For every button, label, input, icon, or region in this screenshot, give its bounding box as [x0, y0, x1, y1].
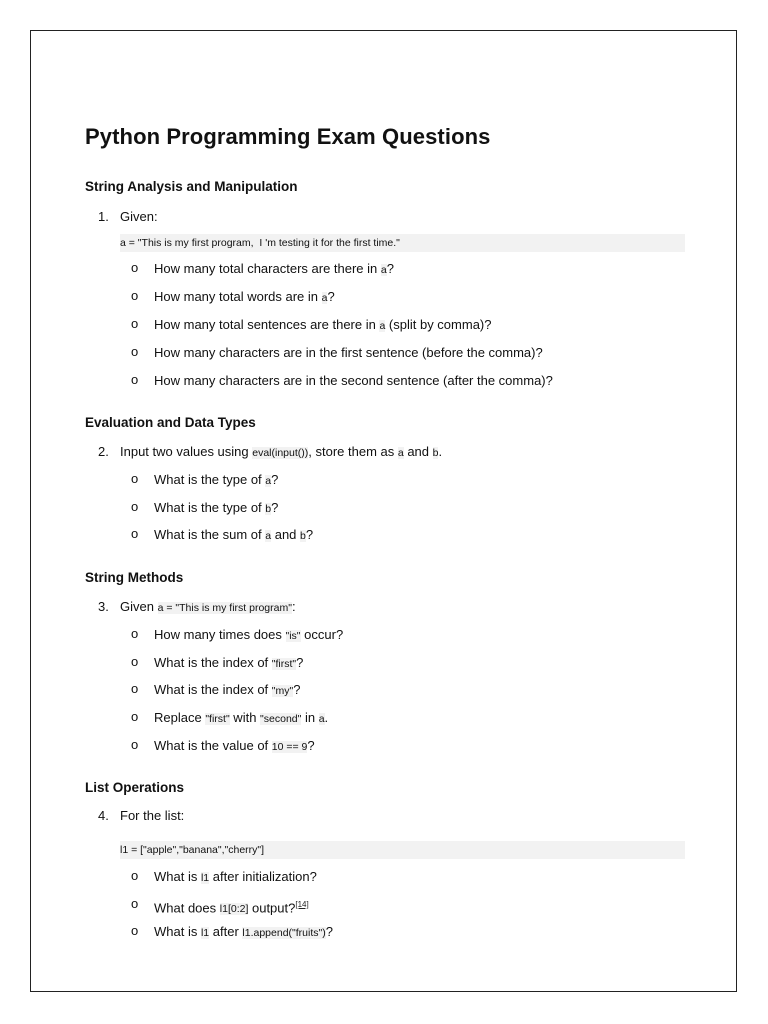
bullet-icon: o — [131, 288, 139, 303]
bullet-icon: o — [131, 471, 139, 486]
list-item: o What is the type of a? — [131, 471, 279, 487]
bullet-icon: o — [131, 868, 139, 883]
bullet-icon: o — [131, 709, 139, 724]
section-string-methods — [85, 569, 685, 587]
list-item: o How many characters are in the second sentence (after the comma)? — [131, 372, 553, 388]
section-string-analysis — [85, 178, 685, 196]
question-1 — [85, 208, 685, 226]
list-item: o What is the type of b? — [131, 499, 279, 515]
document-title: Python Programming Exam Questions — [85, 124, 491, 149]
list-item: o How many total sentences are there in a (split by comma)? — [131, 316, 492, 332]
question-3: 3. Given a = "This is my first program": — [98, 599, 296, 614]
question-number: 2. — [98, 444, 109, 459]
section-heading: String Methods — [85, 570, 184, 585]
bullet-icon: o — [131, 499, 139, 514]
list-item: o How many characters are in the first sentence (before the comma)? — [131, 344, 543, 360]
question-2: 2. Input two values using eval(input()), store them as a and b. — [98, 444, 443, 459]
list-item: o How many total words are in a? — [131, 288, 335, 304]
question-text: Given: — [120, 209, 158, 224]
code-block: a = "This is my first program, I 'm testing it for the first time." — [120, 234, 685, 252]
list-item: o How many times does "is" occur? — [131, 626, 344, 642]
bullet-icon: o — [131, 316, 139, 331]
list-item: o What is the index of "my"? — [131, 681, 301, 697]
question-number: 3. — [98, 599, 109, 614]
question-4 — [85, 807, 685, 825]
section-heading: String Analysis and Manipulation — [85, 179, 298, 194]
section-list-operations — [85, 779, 685, 797]
bullet-icon: o — [131, 737, 139, 752]
code-block: l1 = ["apple","banana","cherry"] — [120, 841, 685, 859]
list-item: o What is the index of "first"? — [131, 654, 304, 670]
bullet-icon: o — [131, 372, 139, 387]
question-number: 4. — [98, 808, 109, 823]
document-page — [30, 30, 737, 992]
bullet-icon: o — [131, 681, 139, 696]
list-item: o What is l1 after l1.append("fruits")? — [131, 923, 333, 939]
list-item: o What does l1[0:2] output?[14] — [131, 896, 309, 916]
question-number: 1. — [98, 209, 109, 224]
bullet-icon: o — [131, 923, 139, 938]
section-evaluation — [85, 414, 685, 432]
list-item: o How many total characters are there in a? — [131, 260, 394, 276]
footnote-link[interactable]: [14] — [295, 900, 309, 909]
bullet-icon: o — [131, 260, 139, 275]
bullet-icon: o — [131, 526, 139, 541]
bullet-icon: o — [131, 896, 139, 911]
section-heading: List Operations — [85, 780, 185, 795]
section-heading: Evaluation and Data Types — [85, 415, 256, 430]
list-item: o What is l1 after initialization? — [131, 868, 317, 884]
list-item: o What is the sum of a and b? — [131, 526, 314, 542]
bullet-icon: o — [131, 654, 139, 669]
question-text: For the list: — [120, 808, 185, 823]
list-item: o What is the value of 10 == 9? — [131, 737, 315, 753]
list-item: o Replace "first" with "second" in a. — [131, 709, 329, 725]
bullet-icon: o — [131, 344, 139, 359]
bullet-icon: o — [131, 626, 139, 641]
